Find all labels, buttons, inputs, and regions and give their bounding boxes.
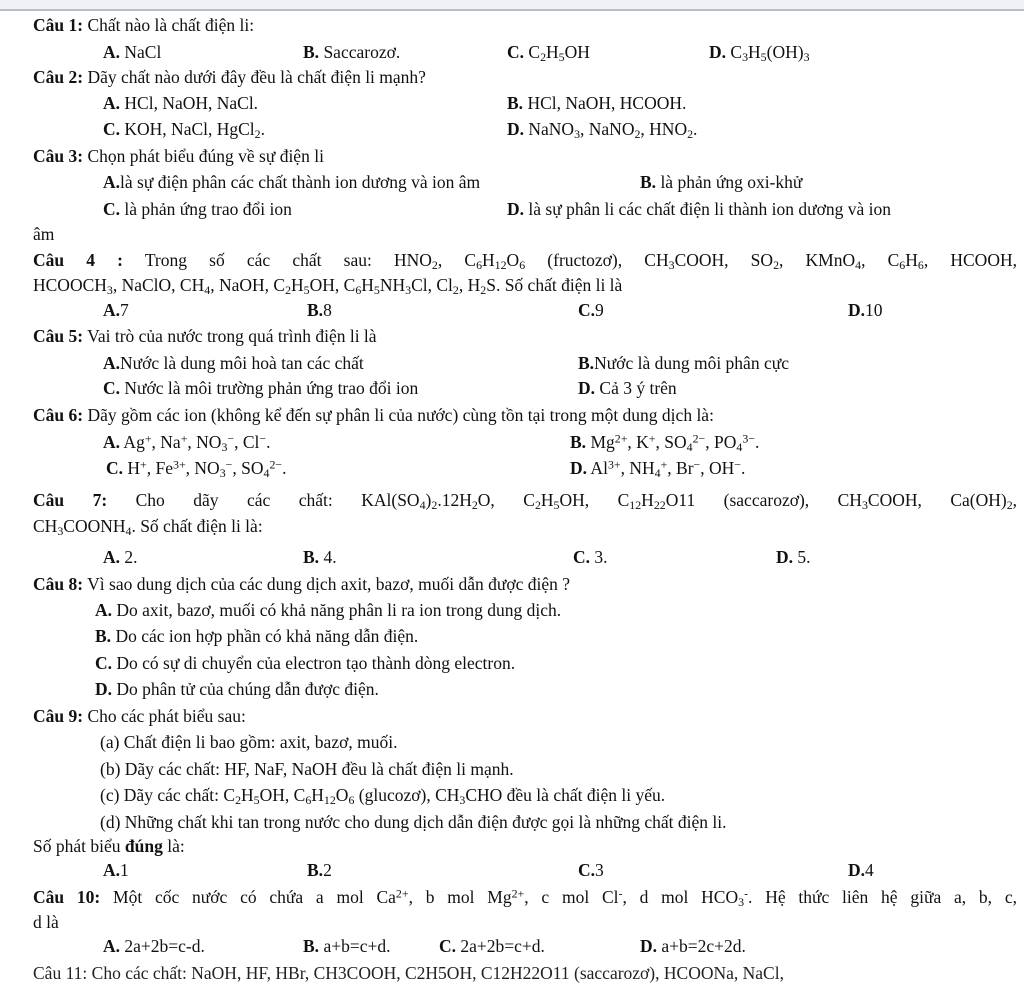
q6-option-d: D. $Al^{3+}$, $NH_4^+$, Br−, OH−. <box>570 457 746 480</box>
q3-option-a: A.là sự điện phân các chất thành ion dương và ion âm <box>103 172 481 192</box>
q9-count-prompt: Số phát biểu đúng là: <box>33 836 185 856</box>
q6-option-b: B. $Mg^{2+}$, K+, $SO_4^{2-}$, $PO_4^{3-}$. <box>570 431 760 454</box>
q4-option-b: B.8 <box>307 300 332 320</box>
q8-stem: Câu 8: Vì sao dung dịch của các dung dịch axit, bazơ, muối dẫn được điện ? <box>33 574 570 594</box>
q8-option-a: A. Do axit, bazơ, muối có khả năng phân li ra ion trong dung dịch. <box>95 600 562 620</box>
q3-option-c: C. là phản ứng trao đổi ion <box>103 199 292 219</box>
q1-label: Câu 1: <box>33 15 84 35</box>
q4-option-a: A.7 <box>103 300 129 320</box>
q2-option-a: A. HCl, NaOH, NaCl. <box>103 93 259 113</box>
q1-stem <box>33 14 254 36</box>
q5-option-c: C. Nước là môi trường phản ứng trao đổi ion <box>103 378 419 398</box>
q2-option-c: C. KOH, NaCl, HgCl$_2$. <box>103 119 265 141</box>
q7-option-a: A. 2. <box>103 547 138 567</box>
q2-option-b: B. HCl, NaOH, HCOOH. <box>507 93 687 113</box>
q9-statement-b: (b) Dãy các chất: HF, NaF, NaOH đều là chất điện li mạnh. <box>100 759 514 779</box>
q8-option-b: B. Do các ion hợp phần có khả năng dẫn điện. <box>95 626 419 646</box>
q3-option-d: D. là sự phân li các chất điện li thành ion dương và ion <box>507 199 891 219</box>
q8-option-c: C. Do có sự di chuyển của electron tạo thành dòng electron. <box>95 653 516 673</box>
q5-stem: Câu 5: Vai trò của nước trong quá trình điện li là <box>33 326 377 346</box>
q7-option-d: D. 5. <box>776 547 811 567</box>
q1-option-b: B. Saccarozơ. <box>303 42 401 62</box>
q3-option-d-continuation: âm <box>33 224 55 244</box>
q5-option-b: B.Nước là dung môi phân cực <box>578 353 789 373</box>
q9-option-d: D.4 <box>848 860 874 880</box>
q7-option-b: B. 4. <box>303 547 337 567</box>
q9-statement-d: (d) Những chất khi tan trong nước cho dung dịch dẫn điện được gọi là những chất điện li. <box>100 812 727 832</box>
q8-option-d: D. Do phân tử của chúng dẫn được điện. <box>95 679 379 699</box>
q5-option-a: A.Nước là dung môi hoà tan các chất <box>103 353 364 373</box>
q9-stem: Câu 9: Cho các phát biểu sau: <box>33 706 246 726</box>
q9-option-c: C.3 <box>578 860 604 880</box>
q1-text: Chất nào là chất điện li: <box>87 15 255 35</box>
q9-option-b: B.2 <box>307 860 332 880</box>
q3-stem: Câu 3: Chọn phát biểu đúng về sự điện li <box>33 146 324 166</box>
q7-line-1: Câu 7: Cho dãy các chất: $KAl(SO_4)_2.12H_2O$, $C_2H_5OH$, $C_{12}H_{22}O11$ (saccarozơ), $CH_3COOH$, $Ca(OH)_2$, <box>33 490 1018 512</box>
q2-stem: Câu 2: Dãy chất nào dưới đây đều là chất điện li mạnh? <box>33 67 426 87</box>
q1-option-a: A. NaCl <box>103 42 162 62</box>
q1-option-d: D. $C_3H_5(OH)_3$ <box>709 42 810 64</box>
window-top-bar <box>0 0 1024 11</box>
q4-option-d: D.10 <box>848 300 883 320</box>
q1-option-c: C. $C_2H_5OH$ <box>507 42 590 64</box>
q5-option-d: D. Cả 3 ý trên <box>578 378 677 398</box>
q10-option-b: B. a+b=c+d. <box>303 936 391 956</box>
q10-line-2: d là <box>33 912 59 932</box>
q6-stem: Câu 6: Dãy gồm các ion (không kể đến sự phân li của nước) cùng tồn tại trong một dung dịch là: <box>33 405 714 425</box>
q3-option-b: B. là phản ứng oxi-khử <box>640 172 803 192</box>
q4-line-2: $HCOOCH_3$, NaClO, $CH_4$, NaOH, $C_2H_5OH$, $C_6H_5NH_3Cl$, $Cl_2$, $H_2S$. Số chất điện li là <box>33 275 623 297</box>
q4-line-1: Câu 4 : Trong số các chất sau: $HNO_2$, $C_6H_{12}O_6$ (fructozơ), $CH_3COOH$, $SO_2$, KMnO$_4$, $C_6H_6$, HCOOH, <box>33 250 1017 272</box>
q10-option-c: C. 2a+2b=c+d. <box>439 936 545 956</box>
q4-option-c: C.9 <box>578 300 604 320</box>
q10-option-a: A. 2a+2b=c-d. <box>103 936 205 956</box>
q7-option-c: C. 3. <box>573 547 608 567</box>
q9-statement-c: (c) Dãy các chất: $C_2H_5OH$, $C_6H_{12}O_6$ (glucozơ), $CH_3CHO$ đều là chất điện li yếu. <box>100 785 666 807</box>
q7-line-2: $CH_3COONH_4$. Số chất điện li là: <box>33 516 263 538</box>
q2-option-d: D. NaNO$_3$, NaNO$_2$, $HNO_2$. <box>507 119 698 141</box>
q6-option-a: A. Ag+, Na+, $NO_3^-$, Cl−. <box>103 431 271 454</box>
q9-statement-a: (a) Chất điện li bao gồm: axit, bazơ, muối. <box>100 732 398 752</box>
q6-option-c: C. H+, $Fe^{3+}$, $NO_3^-$, $SO_4^{2-}$. <box>106 457 287 480</box>
q10-option-d: D. a+b=2c+2d. <box>640 936 746 956</box>
q10-line-1: Câu 10: Một cốc nước có chứa a mol $Ca^{2+}$, b mol $Mg^{2+}$, c mol Cl-, d mol $HCO_3^-$. Hệ thức liên hệ giữa a, b, c, <box>33 886 1017 909</box>
q11-partial-line: Câu 11: Cho các chất: NaOH, HF, HBr, CH3COOH, C2H5OH, C12H22O11 (saccarozơ), HCOONa, NaCl, <box>33 963 784 983</box>
q9-option-a: A.1 <box>103 860 129 880</box>
